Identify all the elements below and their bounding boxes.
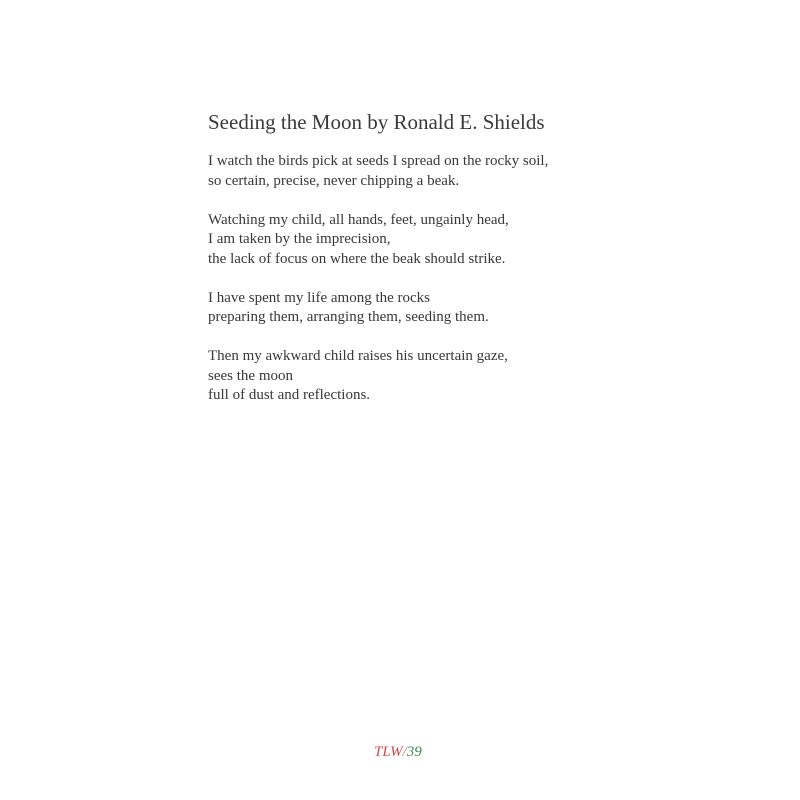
poem-line: preparing them, arranging them, seeding them. (208, 309, 489, 325)
poem-body (208, 152, 628, 425)
page-footer (374, 744, 422, 761)
footer-code: TLW (374, 744, 403, 760)
stanza-2 (208, 211, 628, 270)
poem-title: Seeding the Moon by Ronald E. Shields (208, 110, 545, 134)
stanza-3 (208, 289, 628, 328)
stanza-1 (208, 152, 628, 191)
poem-line: so certain, precise, never chipping a beak. (208, 172, 460, 189)
poem-line: sees the moon (208, 367, 293, 384)
poem-line: Then my awkward child raises his uncertain gaze, (208, 348, 508, 364)
poem-line: Watching my child, all hands, feet, ungainly head, (208, 211, 509, 228)
poem-line: I watch the birds pick at seeds I spread on the rocky soil, (208, 153, 549, 169)
stanza-4 (208, 347, 628, 406)
poem-line: I have spent my life among the rocks (208, 289, 431, 306)
page-number: 39 (406, 744, 422, 760)
poem-line: I am taken by the imprecision, (208, 231, 391, 247)
poem-line: full of dust and reflections. (208, 387, 371, 403)
poem-line: the lack of focus on where the beak should strike. (208, 250, 506, 267)
footer-separator: / (402, 744, 407, 760)
